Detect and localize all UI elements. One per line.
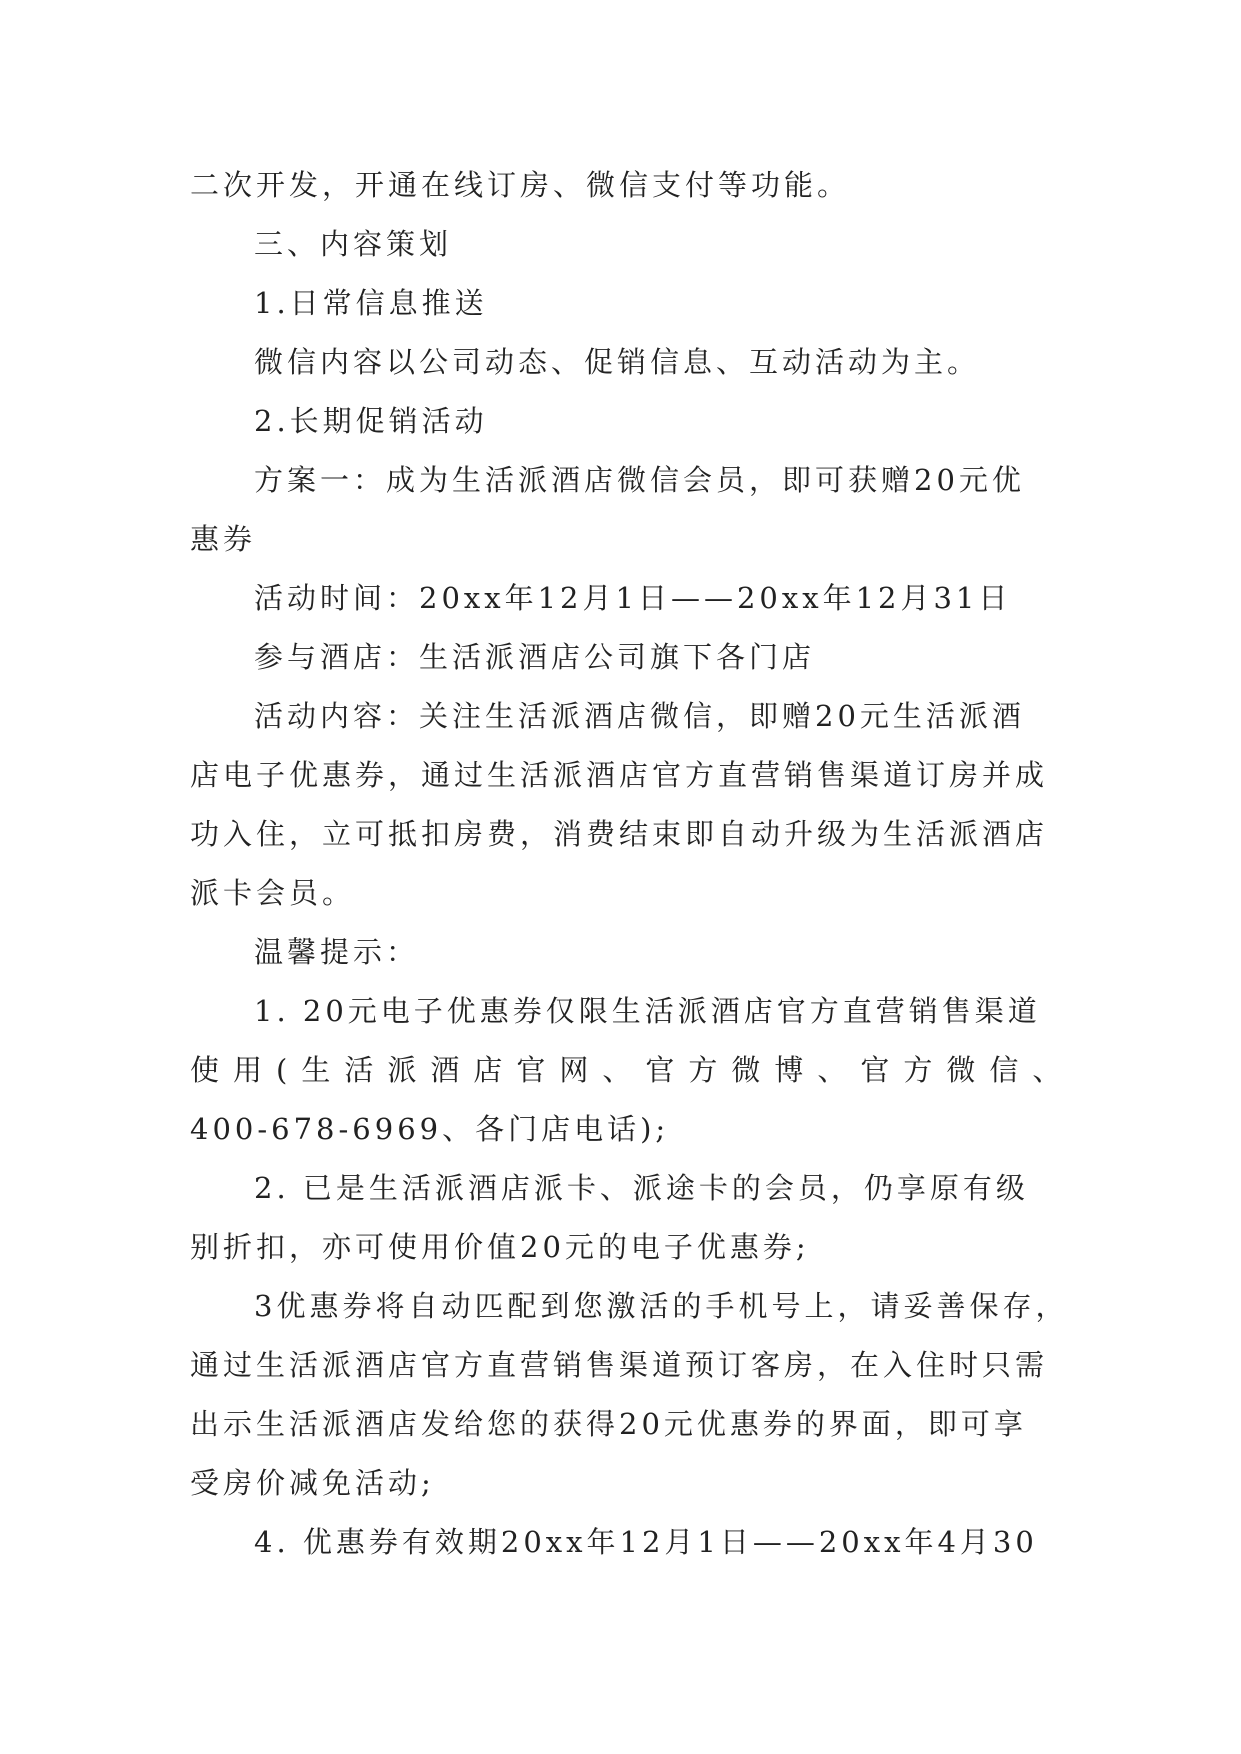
tips-heading: 温馨提示：: [254, 935, 420, 969]
paragraph-line: 微信内容以公司动态、促销信息、互动活动为主。: [254, 345, 981, 379]
tip-1-line: 使用(生活派酒店官网、官方微博、官方微信、: [190, 1053, 1076, 1087]
tip-3-line: 受房价减免活动;: [190, 1466, 435, 1500]
activity-content-line: 店电子优惠券，通过生活派酒店官方直营销售渠道订房并成: [190, 758, 1049, 792]
activity-content-line: 功入住，立可抵扣房费，消费结束即自动升级为生活派酒店: [190, 817, 1049, 851]
paragraph-line-continuation: 二次开发，开通在线订房、微信支付等功能。: [190, 168, 851, 202]
activity-content-line: 活动内容：关注生活派酒店微信，即赠20元生活派酒: [254, 699, 1025, 733]
subheading-long-term-promotion: 2.长期促销活动: [254, 404, 488, 438]
tip-3-line: 出示生活派酒店发给您的获得20元优惠券的界面，即可享: [190, 1407, 1027, 1441]
plan-one-line: 方案一：成为生活派酒店微信会员，即可获赠20元优: [254, 463, 1025, 497]
tip-1-line: 400-678-6969、各门店电话);: [190, 1112, 670, 1146]
participating-hotels-line: 参与酒店：生活派酒店公司旗下各门店: [254, 640, 816, 674]
tip-2-line: 别折扣，亦可使用价值20元的电子优惠券;: [190, 1230, 810, 1264]
tip-1-line: 1. 20元电子优惠券仅限生活派酒店官方直营销售渠道: [254, 994, 1041, 1028]
activity-time-line: 活动时间：20xx年12月1日——20xx年12月31日: [254, 581, 1012, 615]
subheading-daily-push: 1.日常信息推送: [254, 286, 488, 320]
tip-3-line: 3优惠券将自动匹配到您激活的手机号上，请妥善保存，: [254, 1289, 1069, 1323]
plan-one-line-continuation: 惠券: [190, 522, 257, 556]
document-body: [190, 156, 1076, 1572]
tip-4-line: 4. 优惠券有效期20xx年12月1日——20xx年4月30: [254, 1525, 1038, 1559]
tip-3-line: 通过生活派酒店官方直营销售渠道预订客房，在入住时只需: [190, 1348, 1049, 1382]
tip-2-line: 2. 已是生活派酒店派卡、派途卡的会员，仍享原有级: [254, 1171, 1029, 1205]
section-heading-content-planning: 三、内容策划: [254, 227, 453, 261]
activity-content-line: 派卡会员。: [190, 876, 356, 910]
